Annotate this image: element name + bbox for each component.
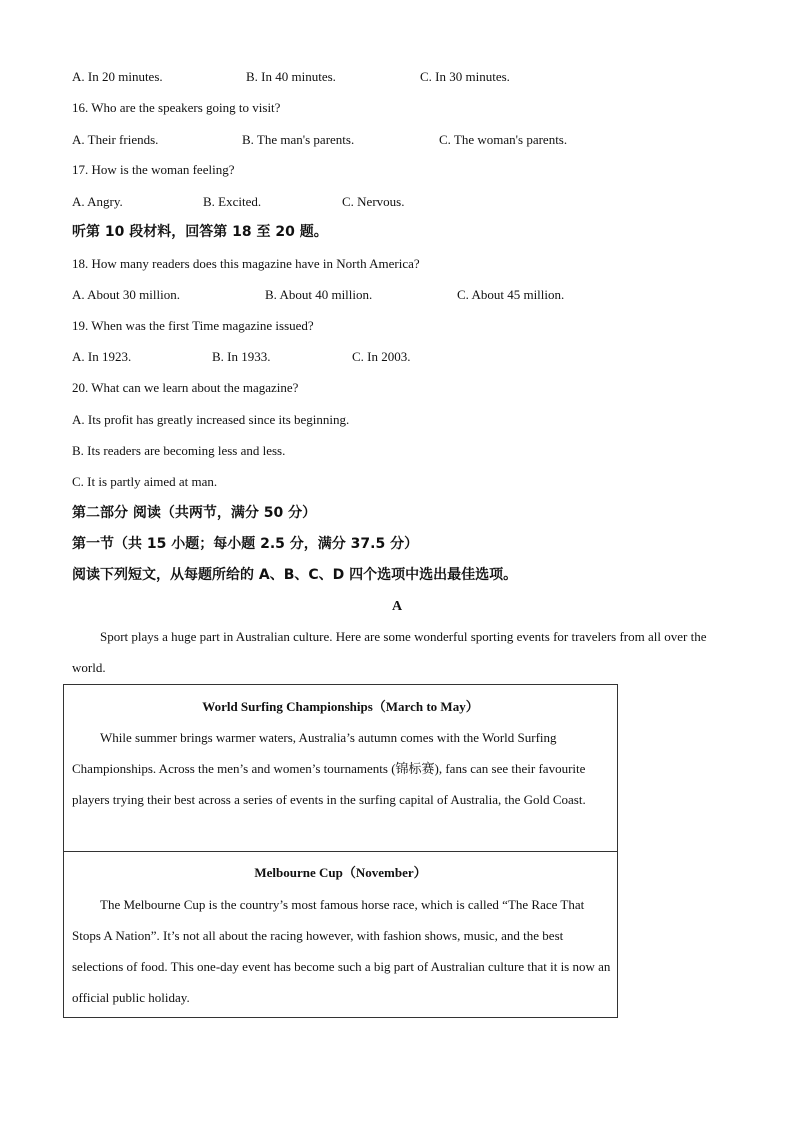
event-box-surfing (63, 684, 618, 852)
q20-question: 20. What can we learn about the magazine? (72, 380, 299, 395)
q15-option-a: A. In 20 minutes. (72, 69, 163, 84)
q19-option-c: C. In 2003. (352, 349, 411, 364)
q17-option-a: A. Angry. (72, 194, 123, 209)
q16-question: 16. Who are the speakers going to visit? (72, 100, 281, 115)
q19-question: 19. When was the first Time magazine issued? (72, 318, 314, 333)
passage-intro: Sport plays a huge part in Australian culture. Here are some wonderful sporting events for travelers from all over the world. (72, 629, 707, 675)
q18-option-b: B. About 40 million. (265, 287, 373, 302)
event-title-melbourne-cup: Melbourne Cup（November） (254, 865, 427, 880)
q15-option-b: B. In 40 minutes. (246, 69, 336, 84)
q15-option-c: C. In 30 minutes. (420, 69, 510, 84)
event-title-surfing: World Surfing Championships（March to May） (202, 699, 479, 714)
event-body-surfing: While summer brings warmer waters, Australia’s autumn comes with the World Surfing Championships. Across the men’s and women’s tournaments (锦标赛), fans can see their favourite players trying their best across a series of events in the surfing capital of Australia, the Gold Coast. (72, 730, 586, 807)
q18-question: 18. How many readers does this magazine have in North America? (72, 256, 420, 271)
event-body-melbourne-cup: The Melbourne Cup is the country’s most famous horse race, which is called “The Race That Stops A Nation”. It’s not all about the racing however, with fashion shows, music, and the best selections of food. This one-day event has become such a big part of Australian culture that it is now an official public holiday. (72, 897, 611, 1005)
q16-option-a: A. Their friends. (72, 132, 159, 147)
q19-option-a: A. In 1923. (72, 349, 132, 364)
reading-instruction: 阅读下列短文，从每题所给的 A、B、C、D 四个选项中选出最佳选项。 (72, 567, 518, 583)
q20-option-b: B. Its readers are becoming less and less. (72, 443, 286, 458)
passage-label: A (391, 599, 403, 614)
section10-heading: 听第 10 段材料，回答第 18 至 20 题。 (72, 224, 328, 240)
part2-heading: 第二部分 阅读（共两节，满分 50 分） (72, 505, 317, 521)
event-box-melbourne-cup (63, 851, 618, 1018)
q19-option-b: B. In 1933. (212, 349, 271, 364)
q17-option-b: B. Excited. (203, 194, 262, 209)
q18-option-a: A. About 30 million. (72, 287, 180, 302)
q20-option-a: A. Its profit has greatly increased since its beginning. (72, 412, 350, 427)
q16-option-c: C. The woman's parents. (439, 132, 568, 147)
q17-option-c: C. Nervous. (342, 194, 405, 209)
q20-option-c: C. It is partly aimed at man. (72, 474, 218, 489)
q17-question: 17. How is the woman feeling? (72, 162, 235, 177)
q16-option-b: B. The man's parents. (242, 132, 355, 147)
section1-heading: 第一节（共 15 小题；每小题 2.5 分，满分 37.5 分） (72, 536, 419, 552)
q18-option-c: C. About 45 million. (457, 287, 565, 302)
